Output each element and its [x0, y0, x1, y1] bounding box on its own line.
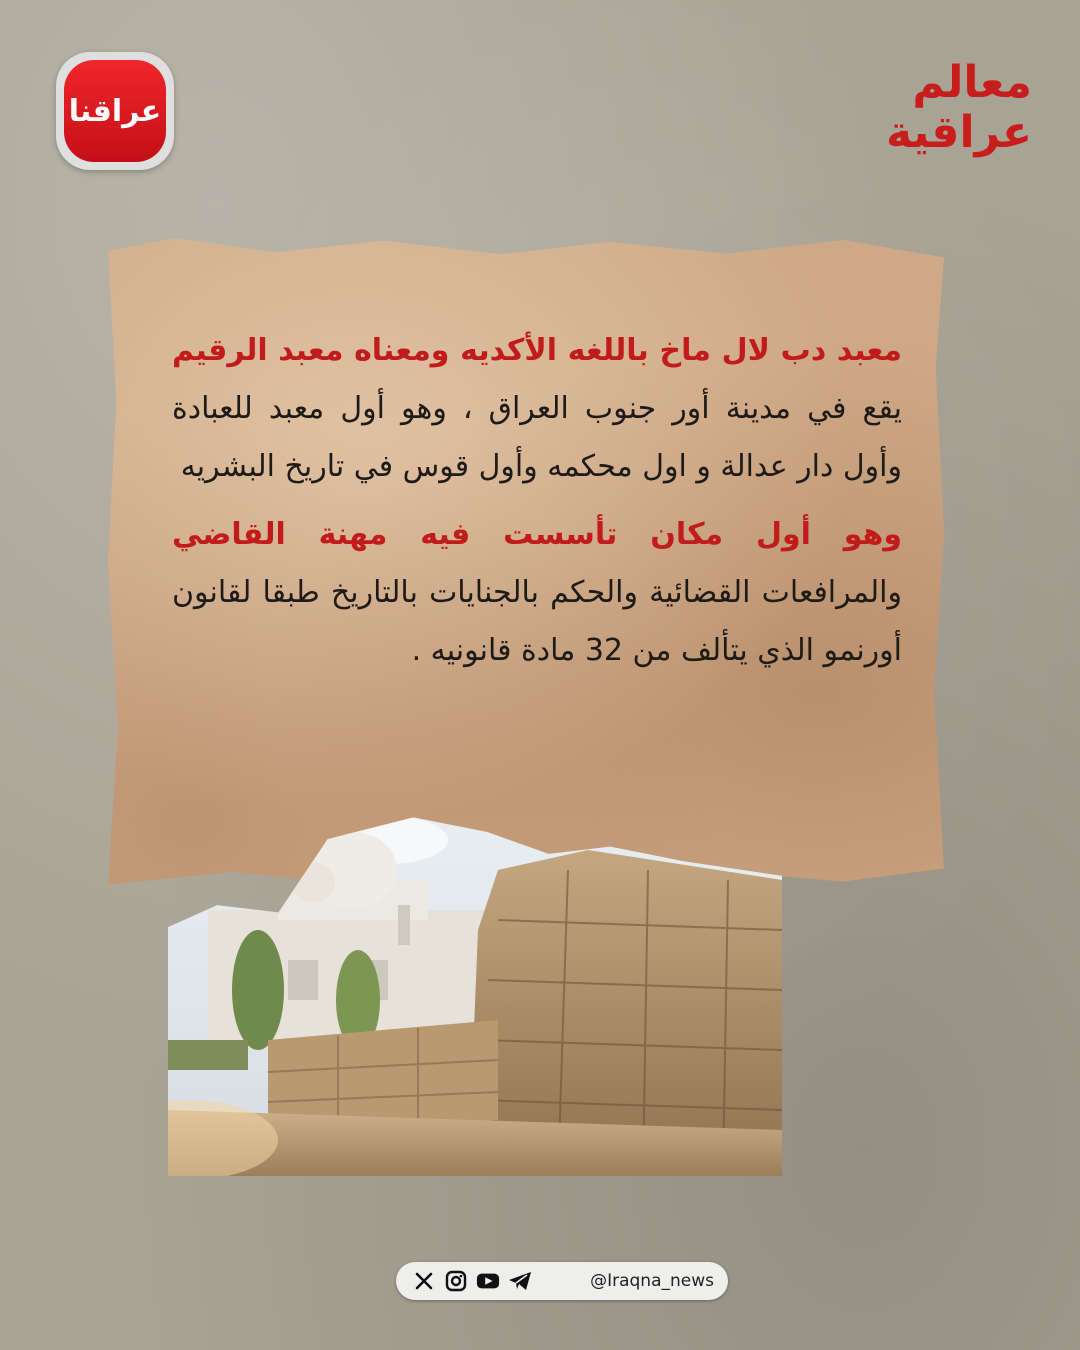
telegram-icon[interactable]	[508, 1269, 532, 1293]
social-handle[interactable]: @Iraqna_news	[590, 1271, 714, 1291]
brand-logo	[56, 52, 174, 170]
instagram-icon[interactable]	[444, 1269, 468, 1293]
brand-logo-inner	[64, 60, 166, 162]
youtube-icon[interactable]	[476, 1269, 500, 1293]
paragraph-1-body: يقع في مدينة أور جنوب العراق ، وهو أول معبد للعبادة وأول دار عدالة و اول محكمه وأول قوس في تاريخ البشريه	[172, 391, 902, 484]
article-paragraph-2	[172, 506, 902, 680]
paragraph-2-body: والمرافعات القضائية والحكم بالجنايات بالتاريخ طبقا لقانون أورنمو الذي يتألف من 32 مادة قانونيه .	[172, 575, 902, 668]
series-title-line1: معالم	[912, 57, 1032, 108]
series-title	[832, 58, 1032, 158]
highlight-temple-name: معبد دب لال ماخ باللغه الأكديه ومعناه معبد الرقيم	[172, 333, 902, 368]
brand-logo-text: عراقنا	[68, 93, 162, 129]
x-icon[interactable]	[412, 1269, 436, 1293]
highlight-judge-profession: وهو أول مكان تأسست فيه مهنة القاضي	[172, 517, 902, 552]
article-paragraph-1	[172, 322, 902, 496]
series-title-line2: عراقية	[886, 107, 1032, 158]
article-text	[172, 322, 902, 690]
social-bar	[396, 1262, 728, 1300]
